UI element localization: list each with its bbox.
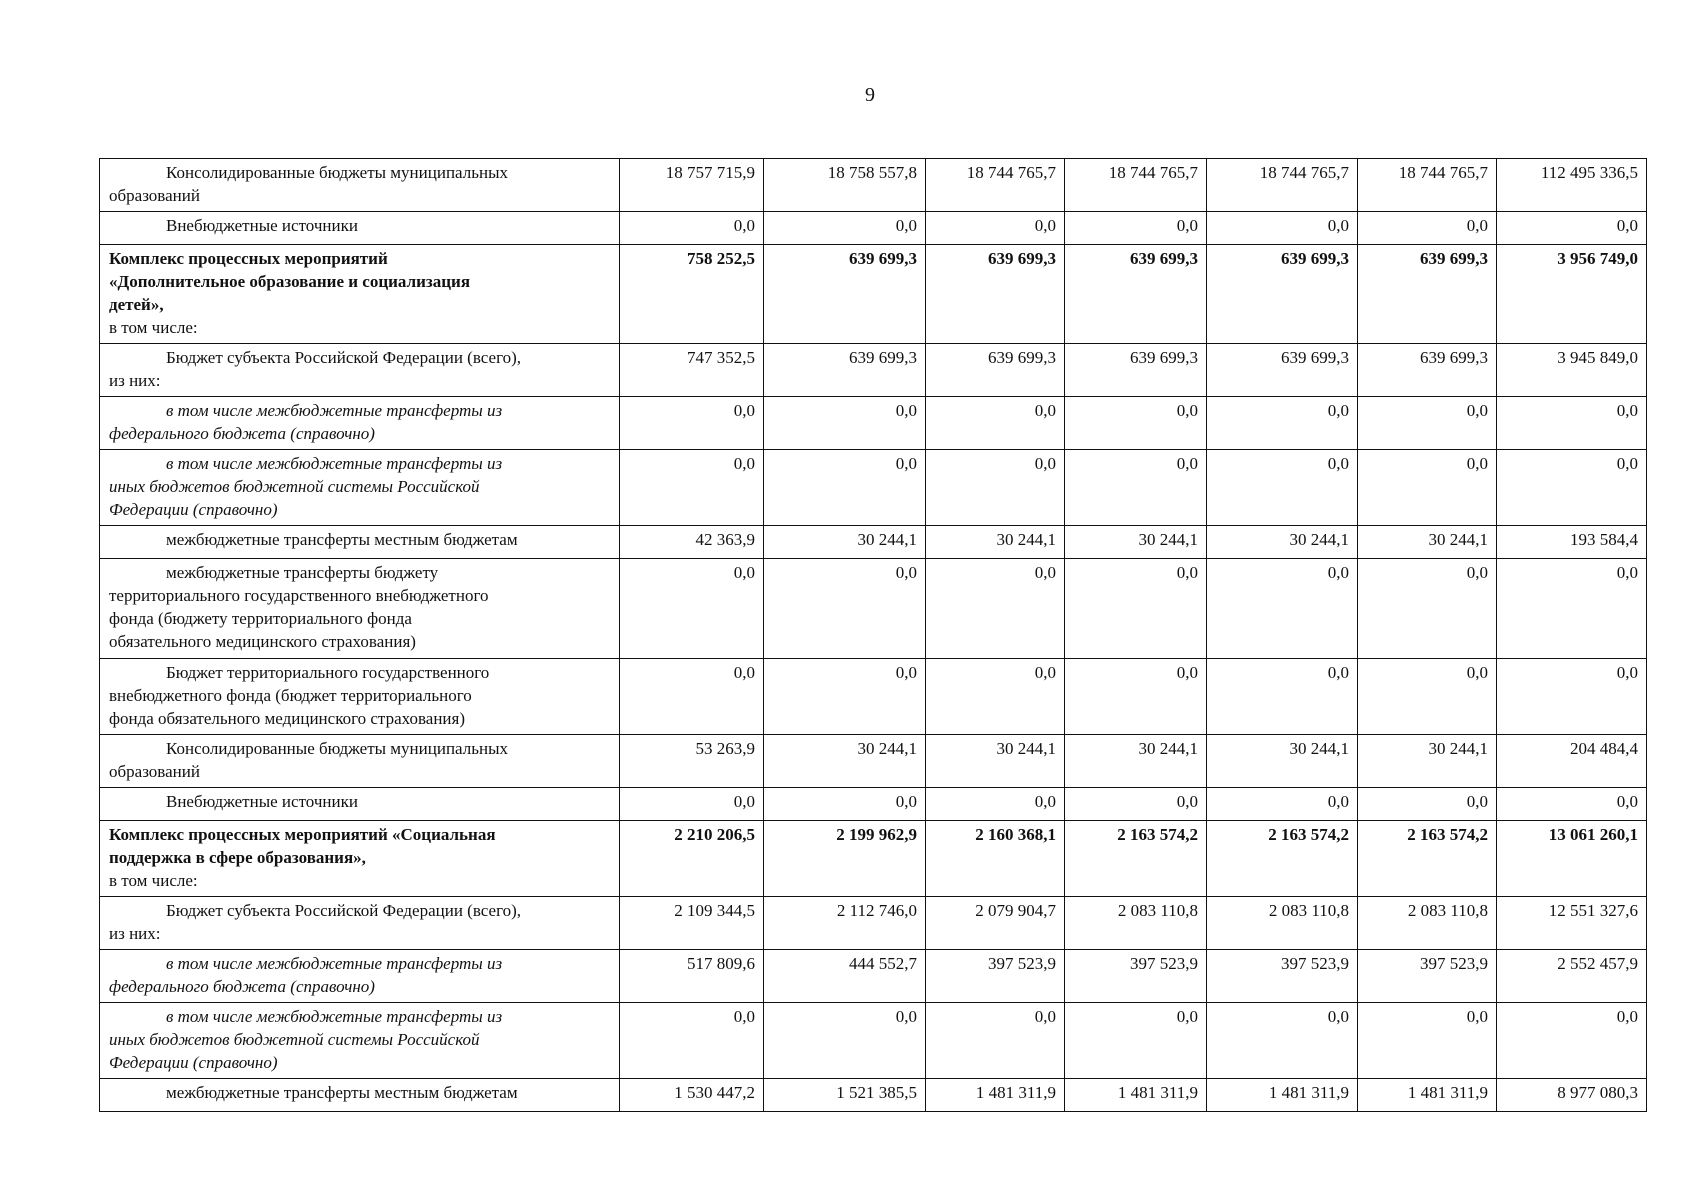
value-cell: 1 481 311,9 (926, 1079, 1065, 1112)
row-label-line: Бюджет территориального государственного (166, 663, 490, 682)
row-label-line: федерального бюджета (справочно) (109, 977, 375, 996)
row-label (100, 788, 620, 821)
value-cell: 0,0 (1207, 659, 1358, 735)
table-row (100, 821, 1647, 897)
value-cell: 0,0 (1207, 450, 1358, 526)
value-cell: 30 244,1 (1207, 735, 1358, 788)
value-cell: 639 699,3 (1358, 245, 1497, 344)
value-cell: 0,0 (926, 450, 1065, 526)
value-cell: 2 083 110,8 (1207, 897, 1358, 950)
value-cell: 2 083 110,8 (1358, 897, 1497, 950)
value-cell: 2 160 368,1 (926, 821, 1065, 897)
value-cell: 0,0 (620, 397, 764, 450)
value-cell: 193 584,4 (1497, 526, 1647, 559)
row-label-line: Федерации (справочно) (109, 500, 278, 519)
value-cell: 639 699,3 (926, 344, 1065, 397)
value-cell: 2 163 574,2 (1207, 821, 1358, 897)
table-row (100, 397, 1647, 450)
value-cell: 30 244,1 (764, 526, 926, 559)
value-cell: 0,0 (1065, 450, 1207, 526)
row-label-line: иных бюджетов бюджетной системы Российской (109, 477, 480, 496)
table-row (100, 788, 1647, 821)
value-cell: 0,0 (764, 788, 926, 821)
row-label-line: межбюджетные трансферты местным бюджетам (166, 1083, 518, 1102)
value-cell: 18 744 765,7 (1358, 159, 1497, 212)
row-label (100, 245, 620, 344)
value-cell: 0,0 (1497, 397, 1647, 450)
value-cell: 0,0 (620, 1003, 764, 1079)
value-cell: 2 112 746,0 (764, 897, 926, 950)
row-label-line: Бюджет субъекта Российской Федерации (всего), (166, 901, 522, 920)
value-cell: 1 521 385,5 (764, 1079, 926, 1112)
row-label-line: из них: (109, 371, 161, 390)
row-label (100, 450, 620, 526)
value-cell: 0,0 (1207, 788, 1358, 821)
row-label-suffix: в том числе: (109, 871, 198, 890)
row-label-line: образований (109, 762, 200, 781)
table-row (100, 526, 1647, 559)
value-cell: 639 699,3 (926, 245, 1065, 344)
row-label-line: Консолидированные бюджеты муниципальных (166, 163, 509, 182)
table-row (100, 212, 1647, 245)
value-cell: 758 252,5 (620, 245, 764, 344)
row-label (100, 659, 620, 735)
value-cell: 0,0 (764, 559, 926, 659)
page-number: 9 (865, 84, 875, 106)
table-row (100, 659, 1647, 735)
value-cell: 0,0 (1207, 1003, 1358, 1079)
value-cell: 0,0 (926, 788, 1065, 821)
value-cell: 0,0 (1065, 397, 1207, 450)
value-cell: 30 244,1 (1065, 526, 1207, 559)
value-cell: 639 699,3 (764, 245, 926, 344)
row-label-line: Консолидированные бюджеты муниципальных (166, 739, 509, 758)
value-cell: 0,0 (926, 659, 1065, 735)
value-cell: 13 061 260,1 (1497, 821, 1647, 897)
value-cell: 30 244,1 (1065, 735, 1207, 788)
value-cell: 0,0 (1358, 559, 1497, 659)
value-cell: 0,0 (1358, 212, 1497, 245)
value-cell: 0,0 (620, 659, 764, 735)
value-cell: 639 699,3 (1207, 245, 1358, 344)
row-label (100, 212, 620, 245)
row-label-line: территориального государственного внебюджетного (109, 586, 489, 605)
value-cell: 3 956 749,0 (1497, 245, 1647, 344)
row-label-line: в том числе межбюджетные трансферты из (166, 401, 503, 420)
value-cell: 2 199 962,9 (764, 821, 926, 897)
row-label (100, 344, 620, 397)
row-label (100, 821, 620, 897)
value-cell: 8 977 080,3 (1497, 1079, 1647, 1112)
row-label-line: фонда (бюджету территориального фонда (109, 609, 412, 628)
row-label (100, 1079, 620, 1112)
row-label-line: Внебюджетные источники (166, 216, 358, 235)
value-cell: 30 244,1 (1207, 526, 1358, 559)
table-row (100, 735, 1647, 788)
budget-table (99, 158, 1647, 1112)
row-label (100, 735, 620, 788)
value-cell: 1 481 311,9 (1065, 1079, 1207, 1112)
value-cell: 397 523,9 (1358, 950, 1497, 1003)
value-cell: 639 699,3 (1065, 245, 1207, 344)
value-cell: 517 809,6 (620, 950, 764, 1003)
value-cell: 0,0 (1065, 788, 1207, 821)
value-cell: 0,0 (1358, 450, 1497, 526)
value-cell: 2 109 344,5 (620, 897, 764, 950)
value-cell: 0,0 (1497, 450, 1647, 526)
table-row (100, 1079, 1647, 1112)
value-cell: 30 244,1 (926, 526, 1065, 559)
value-cell: 0,0 (1065, 559, 1207, 659)
value-cell: 0,0 (1207, 559, 1358, 659)
row-label-line: «Дополнительное образование и социализация (109, 272, 471, 291)
value-cell: 204 484,4 (1497, 735, 1647, 788)
value-cell: 2 163 574,2 (1065, 821, 1207, 897)
value-cell: 0,0 (764, 659, 926, 735)
row-label-line: федерального бюджета (справочно) (109, 424, 375, 443)
row-label-line: из них: (109, 924, 161, 943)
value-cell: 53 263,9 (620, 735, 764, 788)
table-row (100, 1003, 1647, 1079)
row-label-line: Комплекс процессных мероприятий «Социальная (109, 825, 496, 844)
value-cell: 0,0 (1497, 788, 1647, 821)
value-cell: 444 552,7 (764, 950, 926, 1003)
table-row (100, 245, 1647, 344)
row-label-line: образований (109, 186, 200, 205)
value-cell: 30 244,1 (926, 735, 1065, 788)
row-label (100, 559, 620, 659)
value-cell: 2 083 110,8 (1065, 897, 1207, 950)
value-cell: 0,0 (1358, 659, 1497, 735)
value-cell: 1 481 311,9 (1358, 1079, 1497, 1112)
row-label (100, 1003, 620, 1079)
value-cell: 2 079 904,7 (926, 897, 1065, 950)
row-label-line: фонда обязательного медицинского страхования) (109, 709, 465, 728)
value-cell: 0,0 (764, 1003, 926, 1079)
value-cell: 0,0 (1065, 212, 1207, 245)
value-cell: 0,0 (1497, 1003, 1647, 1079)
value-cell: 397 523,9 (1065, 950, 1207, 1003)
table-row (100, 559, 1647, 659)
row-label-line: Внебюджетные источники (166, 792, 358, 811)
value-cell: 0,0 (1358, 1003, 1497, 1079)
value-cell: 0,0 (1358, 788, 1497, 821)
value-cell: 2 210 206,5 (620, 821, 764, 897)
value-cell: 0,0 (1207, 397, 1358, 450)
row-label-line: иных бюджетов бюджетной системы Российской (109, 1030, 480, 1049)
row-label-line: межбюджетные трансферты бюджету (166, 563, 439, 582)
value-cell: 0,0 (1358, 397, 1497, 450)
value-cell: 0,0 (764, 397, 926, 450)
value-cell: 397 523,9 (1207, 950, 1358, 1003)
value-cell: 0,0 (1207, 212, 1358, 245)
value-cell: 112 495 336,5 (1497, 159, 1647, 212)
value-cell: 2 552 457,9 (1497, 950, 1647, 1003)
row-label (100, 526, 620, 559)
value-cell: 12 551 327,6 (1497, 897, 1647, 950)
value-cell: 18 758 557,8 (764, 159, 926, 212)
value-cell: 0,0 (620, 450, 764, 526)
value-cell: 2 163 574,2 (1358, 821, 1497, 897)
row-label-line: межбюджетные трансферты местным бюджетам (166, 530, 518, 549)
value-cell: 30 244,1 (1358, 735, 1497, 788)
row-label-line: Федерации (справочно) (109, 1053, 278, 1072)
value-cell: 639 699,3 (1207, 344, 1358, 397)
row-label-line: в том числе межбюджетные трансферты из (166, 954, 503, 973)
value-cell: 18 744 765,7 (926, 159, 1065, 212)
value-cell: 30 244,1 (1358, 526, 1497, 559)
value-cell: 0,0 (1065, 659, 1207, 735)
value-cell: 639 699,3 (1358, 344, 1497, 397)
row-label-line: детей», (109, 295, 164, 314)
value-cell: 397 523,9 (926, 950, 1065, 1003)
table-row (100, 950, 1647, 1003)
value-cell: 0,0 (926, 559, 1065, 659)
value-cell: 0,0 (764, 450, 926, 526)
row-label-line: Комплекс процессных мероприятий (109, 249, 388, 268)
row-label-line: в том числе межбюджетные трансферты из (166, 454, 503, 473)
table-row (100, 159, 1647, 212)
value-cell: 3 945 849,0 (1497, 344, 1647, 397)
value-cell: 747 352,5 (620, 344, 764, 397)
row-label (100, 897, 620, 950)
value-cell: 18 757 715,9 (620, 159, 764, 212)
value-cell: 0,0 (764, 212, 926, 245)
value-cell: 639 699,3 (1065, 344, 1207, 397)
row-label (100, 159, 620, 212)
value-cell: 0,0 (1497, 659, 1647, 735)
value-cell: 0,0 (620, 559, 764, 659)
value-cell: 0,0 (1497, 212, 1647, 245)
row-label-line: внебюджетного фонда (бюджет территориального (109, 686, 472, 705)
value-cell: 0,0 (926, 212, 1065, 245)
row-label (100, 950, 620, 1003)
row-label-line: обязательного медицинского страхования) (109, 632, 416, 651)
value-cell: 42 363,9 (620, 526, 764, 559)
value-cell: 0,0 (620, 788, 764, 821)
row-label-line: поддержка в сфере образования», (109, 848, 366, 867)
value-cell: 0,0 (926, 397, 1065, 450)
row-label-line: Бюджет субъекта Российской Федерации (всего), (166, 348, 522, 367)
value-cell: 0,0 (926, 1003, 1065, 1079)
table-row (100, 450, 1647, 526)
value-cell: 18 744 765,7 (1065, 159, 1207, 212)
value-cell: 0,0 (1065, 1003, 1207, 1079)
value-cell: 30 244,1 (764, 735, 926, 788)
value-cell: 1 530 447,2 (620, 1079, 764, 1112)
row-label (100, 397, 620, 450)
value-cell: 1 481 311,9 (1207, 1079, 1358, 1112)
table-row (100, 344, 1647, 397)
row-label-suffix: в том числе: (109, 318, 198, 337)
value-cell: 0,0 (1497, 559, 1647, 659)
value-cell: 639 699,3 (764, 344, 926, 397)
row-label-line: в том числе межбюджетные трансферты из (166, 1007, 503, 1026)
value-cell: 18 744 765,7 (1207, 159, 1358, 212)
table-row (100, 897, 1647, 950)
value-cell: 0,0 (620, 212, 764, 245)
